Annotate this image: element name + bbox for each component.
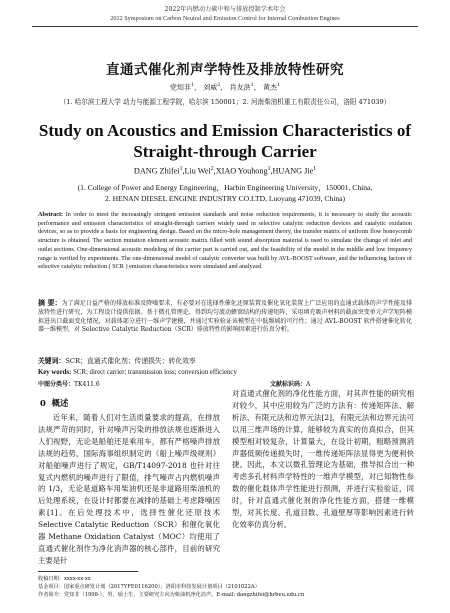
author-affiliation-mark: 1 [250, 82, 254, 88]
author-name: 党知非 [169, 83, 191, 92]
abstract-en-label: Abstract: [38, 211, 64, 218]
paper-title-en [0, 120, 450, 162]
author-list-en: DANG Zhifei$^1$,Liu Wei$^2$,XIAO Youhong$^1$,HUANG Jie$^1$ [133, 166, 317, 176]
abstract-cn-label: 摘 要： [38, 298, 62, 307]
author-name: 黄杰 [262, 83, 277, 92]
paper-title-en-line1: Study on Acoustics and Emission Characteristics of [38, 121, 412, 140]
keywords-cn [38, 357, 412, 366]
affiliation-en-line2: 2. HENAN DIESEL ENGINE INDUSTRY CO.LTD, Luoyang 471039, China) [104, 194, 346, 203]
footnote-fund: 基金项目：国家重点研发计划（2017YFE0116200）；洛阳市科技发展计划项目（2101022A） [38, 584, 260, 590]
author-name: Liu Wei [184, 166, 211, 176]
author-name: HUANG Jie [272, 166, 314, 176]
document-code-value: A [306, 381, 311, 388]
conference-title-cn: 2022年内燃动力碳中和与排放控制学术年会 [164, 6, 286, 13]
author-affiliation-mark: 1 [267, 166, 271, 172]
header-rule [32, 26, 418, 27]
paper-title-cn: 直通式催化剂声学特性及排放特性研究 [106, 62, 344, 78]
author-name: DANG Zhifei [133, 166, 180, 176]
footnotes [38, 575, 418, 599]
classification-number [38, 379, 100, 388]
section-heading [40, 397, 68, 409]
classification-value: TK411.6 [74, 381, 100, 388]
author-affiliation-mark: 2 [217, 82, 221, 88]
author-affiliation-mark: 1 [276, 82, 281, 88]
author-name: 刘威 [203, 83, 218, 92]
conference-title-en: 2022 Symposium on Carbon Neutral and Emission Control for Internal Combustion Engines [110, 15, 340, 22]
affiliation-en-line1: (1. College of Power and Energy Engineering，Harbin Engineering University，150001, China, [77, 183, 373, 192]
paper-title-en-line2: Straight-through Carrier [133, 142, 317, 161]
section-number: 0 [40, 398, 46, 408]
author-affiliation-mark: 1 [190, 82, 195, 88]
section-title: 概述 [51, 398, 69, 408]
body-column-right: 对直通式催化剂的净化性能方面，对其声性能的研究相对较少，其中应用较为广泛的方法有：传递矩阵法、解析法、有限元法和边界元法[2]，有限元法和边界元法可以用三维声场的计算，能够较为真实的仿真拟合，但其模型相对较复杂，计算量大，在设计初期，粗略预测消声器低频传递损失时，一维传递矩阵法显得更为便利快捷。因此，本文以微孔管理论为基础，推导拟合出一种考虑多孔材料声学特性的一维声学模型，对已知物性参数的催化载体声学性能进行预测，并进行实验验证，同时，针对直通式催化剂的净化性能方面，搭建一维模型，对其长度、孔道目数、孔道壁厚等影响因素进行转化效率仿真分析。 [232, 389, 414, 529]
author-affiliation-mark: 2 [210, 166, 214, 172]
author-name: 肖友洪 [229, 83, 251, 92]
author-name: XIAO Youhong [215, 166, 268, 176]
document-code-label: 文献标识码： [270, 381, 307, 388]
document-code [270, 379, 310, 388]
footnote-author: 作者简介：党知非（1998-），男，硕士生，主要研究方向为柴油机净化消声。E-mail: dangzhifei@hrbeu.edu.cn [38, 592, 305, 598]
classification-label: 中图分类号： [38, 381, 75, 388]
keywords-en-label: Key words: [38, 369, 72, 376]
keywords-en-text: SCR; direct carrier; transmission loss; conversion efficiency [73, 369, 237, 376]
affiliation-en [0, 182, 450, 204]
keywords-cn-text: SCR；直通式催化剂；传递损失；转化效率 [65, 357, 196, 365]
body-column-left: 近年来，随着人们对生活质量要求的提高，在排放法规严苛的同时，针对噪声污染的排放法规也逐渐进入人们视野，无论是船舶还是乘用车，都有严格噪声排放法规的趋势，国际海事组织制定的《船上噪声级规则》对船舶噪声进行了规定，GB/T14097-2018 也针对往复式内燃机的噪声进行了限值，排气噪声占内燃机噪声的 1/3，无论是道路车用柴油机还是非道路用柴油机的后处理系统，在设计时都要在减排的基础上考虑降噪因素[1]。在后处理技术中，选择性催化还原技术 Selective Catalytic Reduction（SCR）和催化氧化器 Methane Oxidation Catalyst（MOC）均使用了直通式催化剂作为净化消声器的核心部件，目前的研究主要是针 [38, 413, 220, 565]
abstract-en-text: In order to meet the increasingly stringent emission standards and noise reduction requirements, it is necessary to study the acoustic performance and emission characteristics of straight-through carriers widely used in selective catalytic reduction devices and catalytic oxidation devices, so as to provide a basis for engineering design. Based on the micro-hole management theory, the transfer matrix of uniform flow honeycomb structure is obtained. The section mutation element acoustic matrix filled with sound absorption material is used to simulate the change of inlet and outlet sections. One-dimensional acoustic modeling of the carrier part is carried out, and the feasibility of the model in the middle and low frequency range is verified by experiments. The one-dimensional model of catalytic converter was built by AVL-BOOST software, and the influencing factors of selective catalytic reduction ( SCR ) emission characteristics were simulated and analyzed. [38, 211, 412, 271]
author-affiliation-mark: 1 [179, 166, 183, 172]
keywords-en [38, 368, 412, 377]
footnote-rule [38, 571, 138, 572]
abstract-cn-text: 为了满足日益严格的排放标准及降噪要求，有必要对在选择性催化还原装置及催化氧化装置上广泛应用的直通式载体的声学性能及排放特性进行研究，为工程设计提供依据。基于微孔管理论，得到均匀流动蜂窝结构的传递矩阵，采用填充吸声材料的截面突变单元声学矩阵模拟进出口截面变化情况，对载体部分进行一维声学建模，并通过实验验证该模型在中低频域的可行性；通过 AVL-BOOST 软件搭建催化转化器一维模型，对 Selective Catalytic Reduction（SCR）排放特性的影响因素进行仿真分析。 [38, 300, 412, 334]
author-affiliation-mark: 1 [313, 166, 317, 172]
affiliation-cn: （1. 哈尔滨工程大学 动力与能源工程学院，哈尔滨 150001；2. 河南柴油机重工有限责任公司，洛阳 471039） [59, 98, 391, 106]
footnote-received: 收稿日期：xxxx-xx-xx [38, 576, 91, 582]
abstract-en [38, 211, 412, 272]
keywords-cn-label: 关键词： [38, 357, 66, 365]
author-list-cn: 党知非$^1$， 刘威$^2$， 肖友洪$^1$， 黄杰$^1$ [169, 82, 281, 92]
abstract-cn [38, 299, 412, 335]
